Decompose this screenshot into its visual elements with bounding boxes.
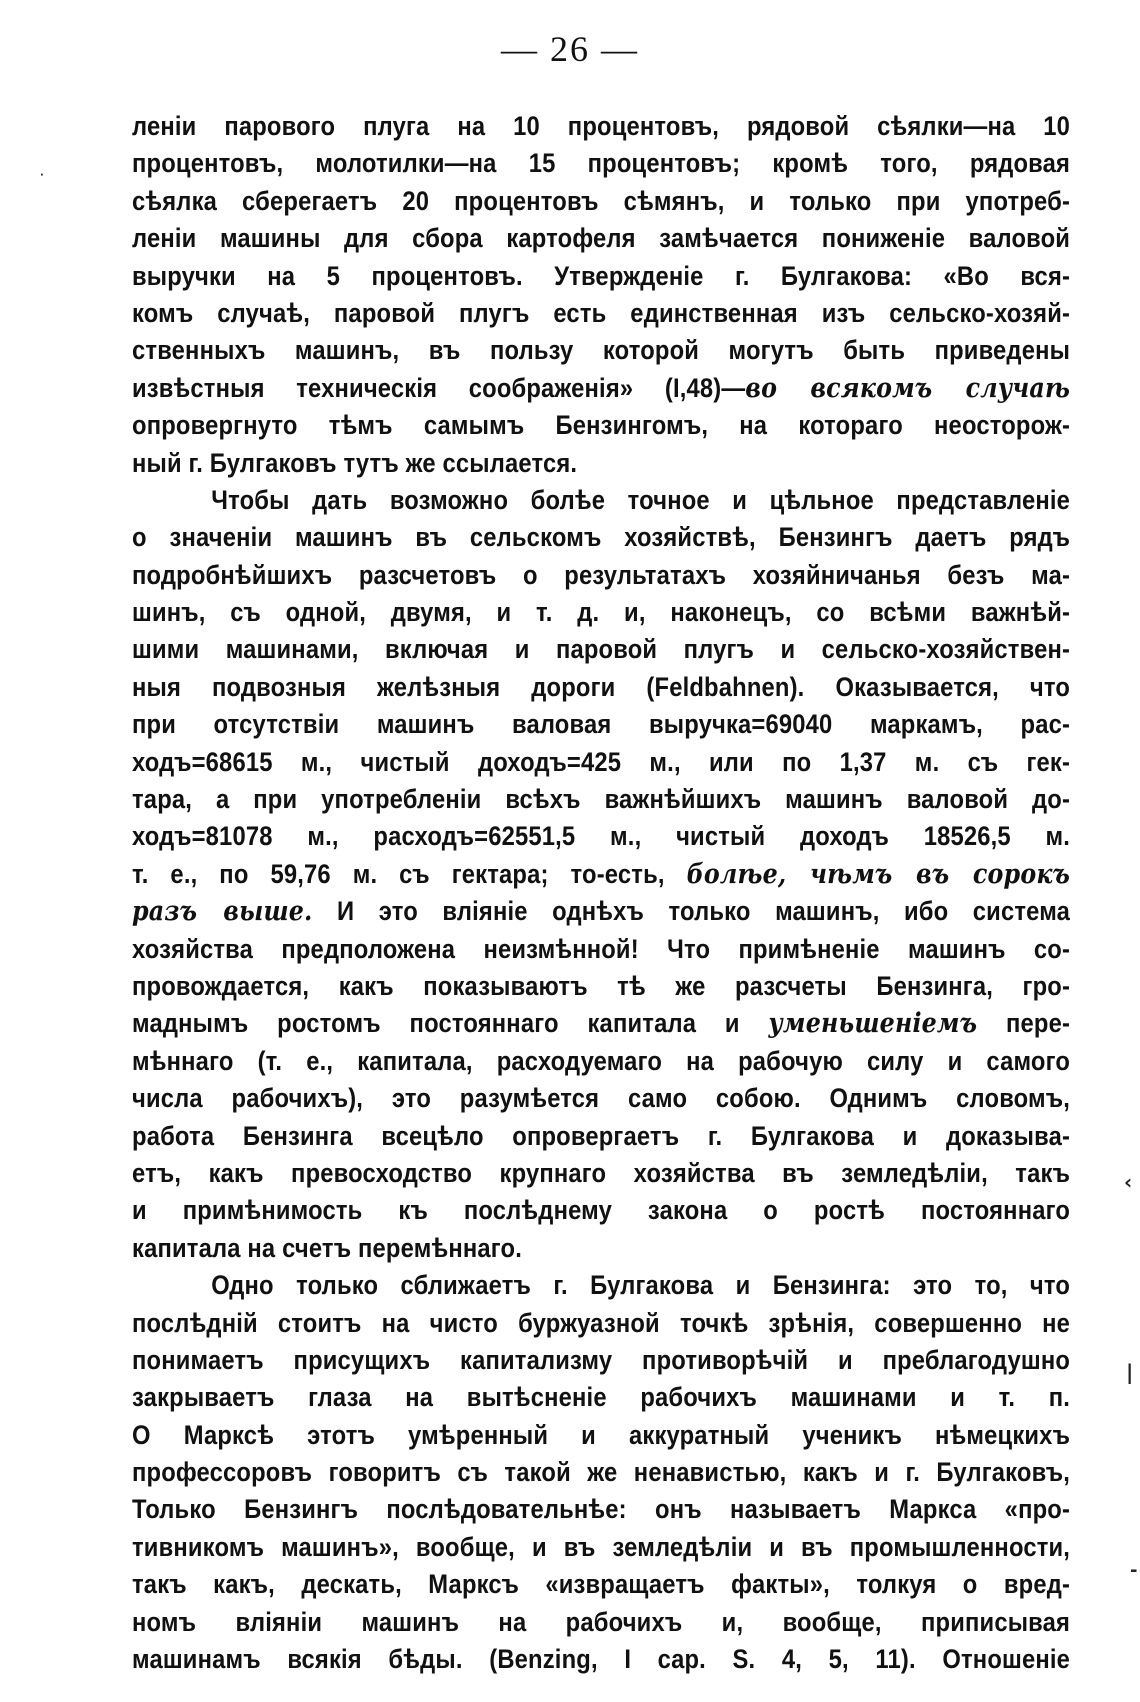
text-line — [132, 744, 1070, 781]
italic-text: болѣе, чѣмъ въ сорокъ — [686, 858, 1071, 890]
text-line — [132, 557, 1070, 594]
text-line — [132, 856, 1070, 893]
text-line — [132, 818, 1070, 855]
text-line — [132, 1043, 1070, 1080]
text-line — [132, 931, 1070, 968]
paragraph — [132, 108, 1070, 482]
text-segment: и примѣнимость къ послѣднему закона о ростѣ постояннаго — [132, 1195, 1071, 1226]
text-segment: профессоровъ говоритъ съ такой же ненавистью, какъ и г. Булгаковъ, — [132, 1457, 1071, 1488]
text-segment: шими машинами, включая и паровой плугъ и сельско-хозяйствен- — [132, 634, 1071, 665]
text-segment: закрываетъ глаза на вытѣсненіе рабочихъ машинами и т. п. — [132, 1382, 1071, 1413]
text-segment: леніи машины для сбора картофеля замѣчается пониженіе валовой — [132, 223, 1071, 254]
text-segment: процентовъ, молотилки—на 15 процентовъ; кромѣ того, рядовая — [132, 148, 1071, 179]
text-segment: опровергнуто тѣмъ самымъ Бензингомъ, на котораго неосторож- — [132, 410, 1071, 441]
text-segment: при отсутствіи машинъ валовая выручка=69040 маркамъ, рас- — [132, 709, 1071, 740]
text-line — [132, 631, 1070, 668]
paragraph — [132, 1267, 1070, 1678]
text-line — [132, 519, 1070, 556]
text-segment: пере- — [977, 1008, 1071, 1039]
text-segment: такъ какъ, дескать, Марксъ «извращаетъ факты», толкуя о вред- — [132, 1569, 1071, 1600]
text-segment: подробнѣйшихъ разсчетовъ о результатахъ хозяйничанья безъ ма- — [132, 559, 1071, 590]
text-line — [132, 108, 1070, 145]
text-line — [132, 893, 1070, 930]
italic-text: разъ выше. — [132, 896, 313, 928]
page-number: — 26 — — [501, 29, 639, 69]
text-segment: И это вліяніе однѣхъ только машинъ, ибо система — [312, 896, 1071, 927]
text-line — [132, 295, 1070, 332]
text-line — [132, 1566, 1070, 1603]
text-segment: тара, а при употребленіи всѣхъ важнѣйшихъ машинъ валовой до- — [132, 784, 1071, 815]
text-line — [132, 1118, 1070, 1155]
text-line — [132, 1005, 1070, 1042]
text-segment: о значеніи машинъ въ сельскомъ хозяйствѣ, Бензингъ даетъ рядъ — [132, 522, 1071, 553]
text-line — [132, 1155, 1070, 1192]
text-line — [132, 1379, 1070, 1416]
text-line — [132, 332, 1070, 369]
margin-mark-right: ‹ — [1124, 1170, 1133, 1194]
text-segment: машинамъ всякія бѣды. (Benzing, I cap. S. 4, 5, 11). Отношеніе — [132, 1644, 1071, 1675]
text-segment: послѣдній стоитъ на чисто буржуазной точкѣ зрѣнія, совершенно не — [132, 1307, 1071, 1338]
italic-text: во всякомъ случаѣ — [745, 372, 1071, 404]
paragraph — [132, 482, 1070, 1267]
margin-mark-right: | — [1126, 1360, 1134, 1384]
text-line — [132, 220, 1070, 257]
text-line — [132, 1417, 1070, 1454]
text-line — [132, 1080, 1070, 1117]
text-segment: т. е., по 59,76 м. съ гектара; то-есть, — [132, 858, 687, 889]
text-line — [132, 1267, 1070, 1304]
italic-text: уменьшеніемъ — [768, 1008, 978, 1040]
margin-mark-right: - — [1130, 1560, 1138, 1581]
text-segment: ходъ=68615 м., чистый доходъ=425 м., или по 1,37 м. съ гек- — [132, 746, 1071, 777]
text-line — [132, 183, 1070, 220]
text-segment: ный г. Булгаковъ тутъ же ссылается. — [132, 447, 578, 478]
text-segment: номъ вліяніи машинъ на рабочихъ и, вообще, приписывая — [132, 1606, 1071, 1637]
text-segment: хозяйства предположена неизмѣнной! Что примѣненіе машинъ со- — [132, 933, 1071, 964]
text-segment: ходъ=81078 м., расходъ=62551,5 м., чистый доходъ 18526,5 м. — [132, 821, 1071, 852]
text-line — [132, 1454, 1070, 1491]
text-line — [132, 669, 1070, 706]
text-line — [132, 706, 1070, 743]
text-segment: шинъ, съ одной, двумя, и т. д. и, наконецъ, со всѣми важнѣй- — [132, 597, 1071, 628]
text-line — [132, 1230, 1070, 1267]
text-line — [132, 1192, 1070, 1229]
text-segment: Одно только сближаетъ г. Булгакова и Бензинга: это то, что — [211, 1270, 1071, 1301]
text-segment: ственныхъ машинъ, въ пользу которой могутъ быть приведены — [132, 335, 1071, 366]
text-line — [132, 407, 1070, 444]
text-segment: маднымъ ростомъ постояннаго капитала и — [132, 1008, 769, 1039]
text-line — [132, 1604, 1070, 1641]
text-segment: выручки на 5 процентовъ. Утвержденіе г. Булгакова: «Во вся- — [132, 260, 1071, 291]
text-segment: Чтобы дать возможно болѣе точное и цѣльное представленіе — [211, 484, 1071, 515]
text-segment: ныя подвозныя желѣзныя дороги (Feldbahnen). Оказывается, что — [132, 671, 1071, 702]
text-segment: работа Бензинга всецѣло опровергаетъ г. Булгакова и доказыва- — [132, 1120, 1071, 1151]
text-line — [132, 1305, 1070, 1342]
text-line — [132, 594, 1070, 631]
text-segment: сѣялка сберегаетъ 20 процентовъ сѣмянъ, и только при употреб- — [132, 185, 1071, 216]
text-line — [132, 370, 1070, 407]
text-segment: провождается, какъ показываютъ тѣ же разсчеты Бензинга, гро- — [132, 970, 1071, 1001]
text-segment: Только Бензингъ послѣдовательнѣе: онъ называетъ Маркса «про- — [132, 1494, 1071, 1525]
text-segment: комъ случаѣ, паровой плугъ есть единственная изъ сельско-хозяй- — [132, 297, 1071, 328]
text-line — [132, 145, 1070, 182]
text-segment: числа рабочихъ), это разумѣется само собою. Однимъ словомъ, — [132, 1083, 1071, 1114]
text-line — [132, 1342, 1070, 1379]
text-line — [132, 1529, 1070, 1566]
text-segment: леніи парового плуга на 10 процентовъ, рядовой сѣялки—на 10 — [132, 111, 1071, 141]
text-segment: тивникомъ машинъ», вообще, и въ земледѣліи и въ промышленности, — [132, 1531, 1071, 1562]
text-line — [132, 1641, 1070, 1678]
body-text — [132, 108, 1070, 1678]
text-line — [132, 445, 1070, 482]
text-segment: О Марксѣ этотъ умѣренный и аккуратный ученикъ нѣмецкихъ — [132, 1419, 1071, 1450]
text-segment: етъ, какъ превосходство крупнаго хозяйства въ земледѣліи, такъ — [132, 1157, 1071, 1188]
text-segment: извѣстныя техническія соображенія» (I,48)— — [132, 372, 746, 403]
text-segment: понимаетъ присущихъ капитализму противорѣчій и преблагодушно — [132, 1344, 1071, 1375]
text-line — [132, 258, 1070, 295]
margin-dot-mark: · — [40, 170, 44, 181]
text-line — [132, 482, 1070, 519]
text-line — [132, 968, 1070, 1005]
text-segment: капитала на счетъ перемѣннаго. — [132, 1232, 522, 1263]
text-line — [132, 1491, 1070, 1528]
text-line — [132, 781, 1070, 818]
text-segment: мѣннаго (т. е., капитала, расходуемаго на рабочую силу и самого — [132, 1045, 1071, 1076]
